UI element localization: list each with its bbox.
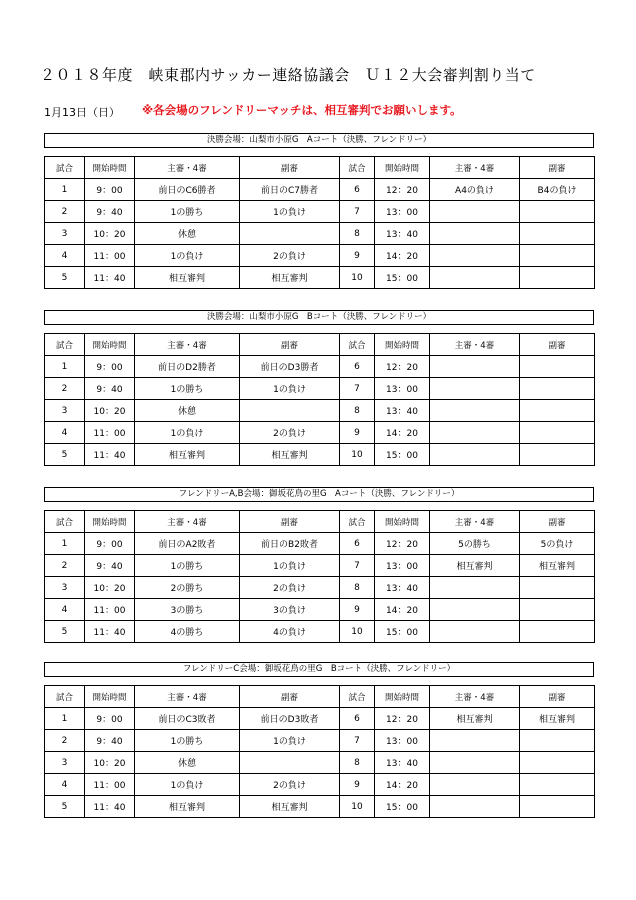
table-cell: 6 <box>340 179 375 201</box>
table-cell: 11：00 <box>85 245 135 267</box>
table-cell: 13：00 <box>375 378 430 400</box>
column-header: 副審 <box>240 334 340 356</box>
table-cell: 12：20 <box>375 179 430 201</box>
section-title: フレンドリーC会場：御坂花鳥の里G Bコート（決勝、フレンドリー） <box>44 662 594 677</box>
table-cell: 相互審判 <box>240 444 340 466</box>
table-cell: 休憩 <box>135 400 240 422</box>
table-row <box>45 400 595 422</box>
match-date: 1月13日（日） <box>44 106 120 119</box>
table-cell: 5 <box>45 267 85 289</box>
column-header: 主審・4審 <box>430 686 520 708</box>
table-cell: 13：00 <box>375 201 430 223</box>
table-cell: 7 <box>340 555 375 577</box>
table-cell: 5の負け <box>520 533 595 555</box>
column-header: 副審 <box>520 511 595 533</box>
table-cell: 11：40 <box>85 267 135 289</box>
table-cell: 前日のC3敗者 <box>135 708 240 730</box>
table-cell <box>520 245 595 267</box>
table-row <box>45 179 595 201</box>
table-row <box>45 201 595 223</box>
column-header: 副審 <box>520 157 595 179</box>
table-cell <box>520 774 595 796</box>
table-cell: 7 <box>340 201 375 223</box>
table-cell: 3 <box>45 223 85 245</box>
table-cell: 7 <box>340 730 375 752</box>
table-cell <box>240 223 340 245</box>
schedule-table <box>44 510 595 643</box>
column-header: 開始時間 <box>85 334 135 356</box>
table-cell <box>520 752 595 774</box>
table-cell: 2の負け <box>240 245 340 267</box>
table-cell: 2の負け <box>240 577 340 599</box>
table-cell: 9：40 <box>85 555 135 577</box>
column-header: 試合 <box>340 686 375 708</box>
table-cell <box>520 223 595 245</box>
table-cell <box>430 577 520 599</box>
table-cell: 9：00 <box>85 533 135 555</box>
column-header: 試合 <box>45 686 85 708</box>
table-cell: 15：00 <box>375 796 430 818</box>
table-cell: 相互審判 <box>430 708 520 730</box>
table-cell: 9：40 <box>85 730 135 752</box>
column-header: 試合 <box>340 334 375 356</box>
column-header: 試合 <box>45 157 85 179</box>
table-cell: 1の負け <box>135 422 240 444</box>
column-header: 副審 <box>240 157 340 179</box>
table-cell: 2 <box>45 555 85 577</box>
friendly-match-notice: ※各会場のフレンドリーマッチは、相互審判でお願いします。 <box>142 103 462 117</box>
table-row <box>45 245 595 267</box>
table-cell: 4の勝ち <box>135 621 240 643</box>
table-cell <box>520 267 595 289</box>
table-cell: 2の勝ち <box>135 577 240 599</box>
table-cell: B4の負け <box>520 179 595 201</box>
table-cell: 5の勝ち <box>430 533 520 555</box>
column-header: 開始時間 <box>375 157 430 179</box>
table-cell: 9：00 <box>85 179 135 201</box>
table-cell: 13：40 <box>375 400 430 422</box>
table-row <box>45 577 595 599</box>
table-cell <box>430 356 520 378</box>
table-cell: 10：20 <box>85 400 135 422</box>
table-cell: 2の負け <box>240 422 340 444</box>
table-cell: 前日のC6勝者 <box>135 179 240 201</box>
table-cell: 13：40 <box>375 223 430 245</box>
table-cell: 5 <box>45 621 85 643</box>
column-header: 開始時間 <box>375 334 430 356</box>
column-header: 主審・4審 <box>135 334 240 356</box>
table-cell <box>520 599 595 621</box>
table-cell <box>520 378 595 400</box>
table-cell: 4 <box>45 245 85 267</box>
table-cell: 9：40 <box>85 378 135 400</box>
table-row <box>45 267 595 289</box>
table-cell: 10：20 <box>85 752 135 774</box>
table-cell: 相互審判 <box>520 555 595 577</box>
column-header: 主審・4審 <box>430 157 520 179</box>
table-row <box>45 533 595 555</box>
table-cell: 13：00 <box>375 730 430 752</box>
table-cell: 1の勝ち <box>135 730 240 752</box>
table-cell: 14：20 <box>375 245 430 267</box>
table-header-row <box>45 157 595 179</box>
column-header: 副審 <box>520 334 595 356</box>
table-cell: 前日のA2敗者 <box>135 533 240 555</box>
column-header: 開始時間 <box>375 511 430 533</box>
table-cell: 9：00 <box>85 356 135 378</box>
column-header: 開始時間 <box>375 686 430 708</box>
table-cell: 12：20 <box>375 533 430 555</box>
table-cell: 1の負け <box>240 730 340 752</box>
column-header: 試合 <box>45 334 85 356</box>
section-title: 決勝会場：山梨市小原G Bコート（決勝、フレンドリー） <box>44 310 594 325</box>
table-cell <box>520 796 595 818</box>
column-header: 開始時間 <box>85 686 135 708</box>
table-row <box>45 708 595 730</box>
table-cell: 1の負け <box>135 245 240 267</box>
table-row <box>45 774 595 796</box>
column-header: 試合 <box>340 157 375 179</box>
table-cell: 8 <box>340 400 375 422</box>
table-cell: 3の負け <box>240 599 340 621</box>
table-cell: 11：00 <box>85 422 135 444</box>
schedule-table <box>44 156 595 289</box>
table-cell: 1の負け <box>240 201 340 223</box>
table-cell: 11：00 <box>85 599 135 621</box>
table-row <box>45 378 595 400</box>
table-cell: 13：40 <box>375 752 430 774</box>
column-header: 試合 <box>340 511 375 533</box>
column-header: 主審・4審 <box>430 511 520 533</box>
table-cell: 前日のB2敗者 <box>240 533 340 555</box>
table-cell <box>430 245 520 267</box>
table-cell <box>430 599 520 621</box>
table-cell <box>520 201 595 223</box>
table-cell: 7 <box>340 378 375 400</box>
section-title: 決勝会場：山梨市小原G Aコート（決勝、フレンドリー） <box>44 133 594 148</box>
column-header: 開始時間 <box>85 157 135 179</box>
column-header: 主審・4審 <box>135 511 240 533</box>
table-cell <box>520 356 595 378</box>
table-cell: 10 <box>340 796 375 818</box>
table-cell <box>430 267 520 289</box>
table-header-row <box>45 334 595 356</box>
table-cell: 休憩 <box>135 223 240 245</box>
page-title: ２０１８年度 峡東郡内サッカー連絡協議会 Ｕ１２大会審判割り当て <box>40 66 536 84</box>
table-cell <box>430 201 520 223</box>
table-row <box>45 796 595 818</box>
table-cell <box>520 730 595 752</box>
table-row <box>45 444 595 466</box>
table-cell: 前日のC7勝者 <box>240 179 340 201</box>
table-cell: 相互審判 <box>135 444 240 466</box>
table-cell <box>520 444 595 466</box>
table-cell: 相互審判 <box>240 796 340 818</box>
table-cell: 相互審判 <box>135 796 240 818</box>
table-cell: 1の勝ち <box>135 378 240 400</box>
table-row <box>45 223 595 245</box>
column-header: 副審 <box>240 686 340 708</box>
table-cell: 3 <box>45 400 85 422</box>
table-header-row <box>45 511 595 533</box>
table-cell <box>430 730 520 752</box>
table-cell: 9 <box>340 245 375 267</box>
table-cell: 4の負け <box>240 621 340 643</box>
table-cell: 5 <box>45 796 85 818</box>
table-cell: 9：00 <box>85 708 135 730</box>
table-cell: 3 <box>45 577 85 599</box>
table-row <box>45 356 595 378</box>
table-cell: 1 <box>45 533 85 555</box>
schedule-table <box>44 333 595 466</box>
table-cell: 5 <box>45 444 85 466</box>
table-cell: 相互審判 <box>520 708 595 730</box>
table-cell <box>520 422 595 444</box>
table-cell: 1の負け <box>135 774 240 796</box>
table-cell: 前日のD3勝者 <box>240 356 340 378</box>
table-cell: 14：20 <box>375 774 430 796</box>
table-row <box>45 555 595 577</box>
table-header-row <box>45 686 595 708</box>
table-cell: 15：00 <box>375 621 430 643</box>
table-row <box>45 422 595 444</box>
table-cell: 13：00 <box>375 555 430 577</box>
table-cell: 1 <box>45 179 85 201</box>
table-cell: 3 <box>45 752 85 774</box>
table-cell <box>430 223 520 245</box>
table-cell: 11：40 <box>85 796 135 818</box>
table-row <box>45 752 595 774</box>
table-cell: 13：40 <box>375 577 430 599</box>
table-cell: 14：20 <box>375 599 430 621</box>
table-cell: A4の負け <box>430 179 520 201</box>
table-cell: 10：20 <box>85 577 135 599</box>
table-cell: 相互審判 <box>240 267 340 289</box>
table-row <box>45 599 595 621</box>
table-cell: 相互審判 <box>430 555 520 577</box>
table-cell: 2 <box>45 378 85 400</box>
table-cell: 1 <box>45 708 85 730</box>
table-cell: 1の負け <box>240 555 340 577</box>
table-cell: 12：20 <box>375 356 430 378</box>
schedule-table <box>44 685 595 818</box>
table-cell: 2 <box>45 730 85 752</box>
table-cell <box>430 378 520 400</box>
table-cell <box>430 796 520 818</box>
table-cell: 14：20 <box>375 422 430 444</box>
table-cell: 10：20 <box>85 223 135 245</box>
table-cell: 4 <box>45 422 85 444</box>
table-cell <box>520 400 595 422</box>
table-cell: 1の勝ち <box>135 555 240 577</box>
table-cell: 2の負け <box>240 774 340 796</box>
table-cell: 1 <box>45 356 85 378</box>
table-cell: 1の負け <box>240 378 340 400</box>
table-cell: 6 <box>340 356 375 378</box>
table-cell: 12：20 <box>375 708 430 730</box>
table-cell: 4 <box>45 599 85 621</box>
table-cell: 3の勝ち <box>135 599 240 621</box>
table-cell: 8 <box>340 577 375 599</box>
table-row <box>45 621 595 643</box>
table-cell: 前日のD3敗者 <box>240 708 340 730</box>
column-header: 主審・4審 <box>135 686 240 708</box>
column-header: 試合 <box>45 511 85 533</box>
table-cell: 4 <box>45 774 85 796</box>
table-cell: 10 <box>340 267 375 289</box>
table-cell: 9 <box>340 599 375 621</box>
table-cell: 前日のD2勝者 <box>135 356 240 378</box>
section-title: フレンドリーA,B会場：御坂花鳥の里G Aコート（決勝、フレンドリー） <box>44 487 594 502</box>
table-cell <box>430 444 520 466</box>
table-cell: 6 <box>340 533 375 555</box>
table-cell: 8 <box>340 223 375 245</box>
table-cell: 15：00 <box>375 444 430 466</box>
table-cell <box>520 621 595 643</box>
table-cell: 休憩 <box>135 752 240 774</box>
table-cell <box>430 422 520 444</box>
column-header: 副審 <box>520 686 595 708</box>
table-cell: 15：00 <box>375 267 430 289</box>
table-cell <box>240 400 340 422</box>
table-cell: 2 <box>45 201 85 223</box>
table-cell <box>430 621 520 643</box>
table-cell: 10 <box>340 444 375 466</box>
table-cell: 11：40 <box>85 444 135 466</box>
table-cell: 9 <box>340 422 375 444</box>
table-cell <box>430 752 520 774</box>
table-cell <box>430 774 520 796</box>
table-row <box>45 730 595 752</box>
column-header: 主審・4審 <box>135 157 240 179</box>
table-cell <box>430 400 520 422</box>
table-cell: 1の勝ち <box>135 201 240 223</box>
table-cell: 相互審判 <box>135 267 240 289</box>
table-cell <box>240 752 340 774</box>
table-cell: 10 <box>340 621 375 643</box>
table-cell: 11：40 <box>85 621 135 643</box>
table-cell: 8 <box>340 752 375 774</box>
table-cell: 9 <box>340 774 375 796</box>
table-cell: 9：40 <box>85 201 135 223</box>
table-cell <box>520 577 595 599</box>
table-cell: 11：00 <box>85 774 135 796</box>
column-header: 主審・4審 <box>430 334 520 356</box>
column-header: 開始時間 <box>85 511 135 533</box>
table-cell: 6 <box>340 708 375 730</box>
column-header: 副審 <box>240 511 340 533</box>
